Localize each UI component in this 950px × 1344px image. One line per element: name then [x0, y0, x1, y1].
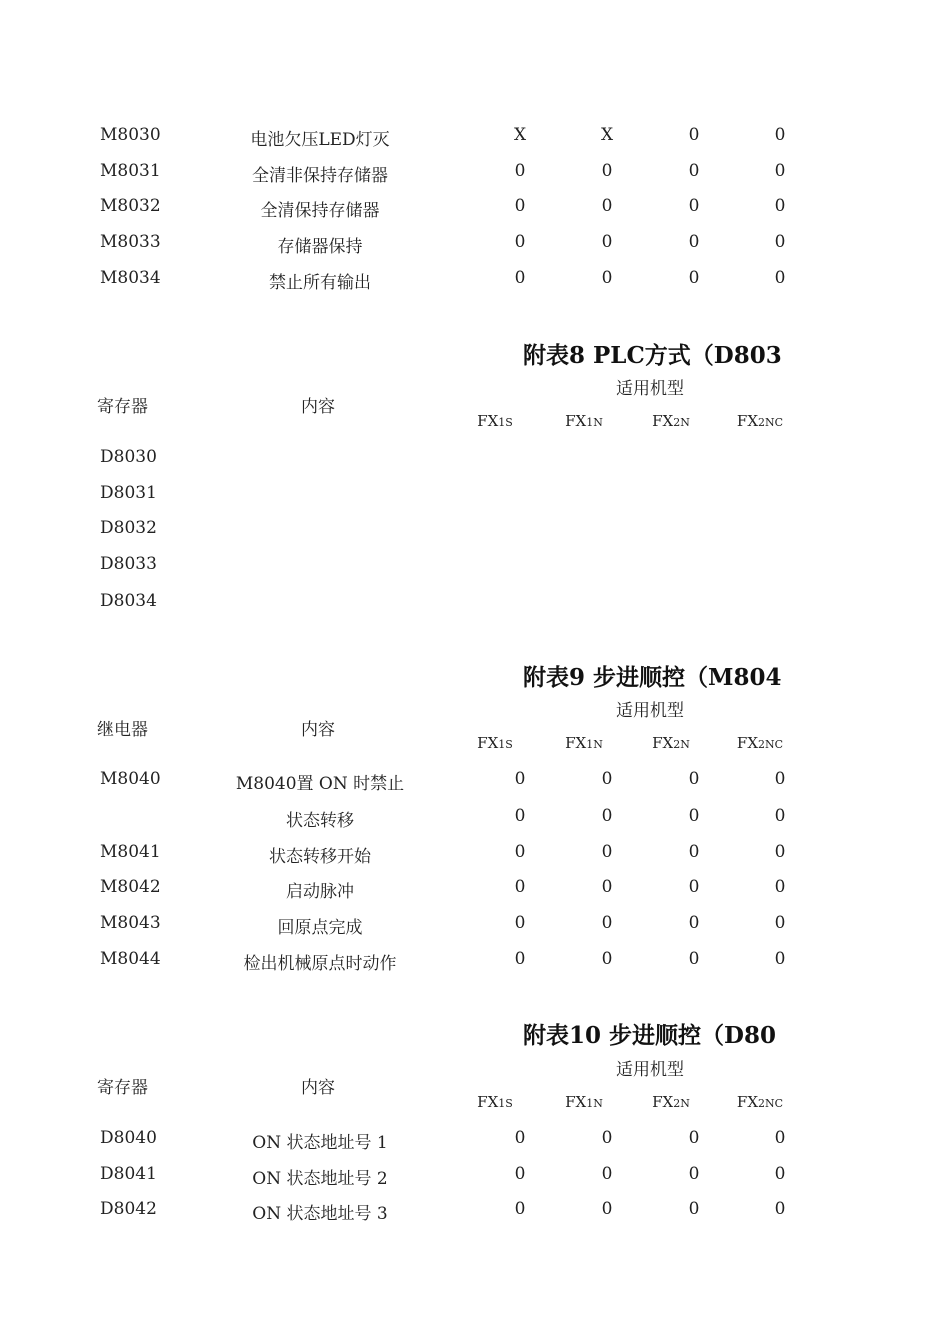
table-row: [0, 802, 950, 832]
model-fx2n: FX2N: [652, 734, 690, 752]
relay-code: M8034: [100, 268, 161, 288]
fx2n-value: 0: [688, 232, 700, 252]
relay-code: M8032: [100, 196, 161, 216]
model-fx1s: FX1S: [477, 734, 513, 752]
table-row: [0, 1160, 950, 1190]
fx2nc-value: 0: [774, 125, 786, 145]
table-8-title-box: [523, 333, 823, 373]
fx1s-value: 0: [514, 913, 526, 933]
model-fx1s: FX1S: [477, 1093, 513, 1111]
row-description: 状态转移开始: [269, 847, 371, 867]
fx2n-value: 0: [688, 877, 700, 897]
model-fx2n: FX2N: [652, 1093, 690, 1111]
fx2nc-value: 0: [774, 842, 786, 862]
table-10-title-box: [523, 1013, 823, 1053]
table-row: [0, 479, 950, 509]
fx1s-value: 0: [514, 877, 526, 897]
fx2nc-value: 0: [774, 877, 786, 897]
applicable-models-header: 适用机型: [616, 701, 684, 721]
table-9-title-box: [523, 655, 823, 695]
row-description: ON 状态地址号 2: [252, 1169, 388, 1189]
fx1s-value: 0: [514, 1164, 526, 1184]
register-code: D8033: [100, 554, 157, 574]
fx1n-value: 0: [601, 232, 613, 252]
row-description: M8040置 ON 时禁止: [235, 774, 405, 794]
fx1n-value: X: [600, 125, 614, 145]
relay-code: M8041: [100, 842, 161, 862]
table-row: [0, 264, 950, 294]
row-description: 存储器保持: [277, 237, 363, 257]
fx2nc-value: 0: [774, 1199, 786, 1219]
fx1n-value: 0: [601, 877, 613, 897]
fx2nc-value: 0: [774, 1164, 786, 1184]
fx1s-value: 0: [514, 196, 526, 216]
model-fx1n: FX1N: [565, 1093, 603, 1111]
fx2n-value: 0: [688, 949, 700, 969]
register-code: D8042: [100, 1199, 157, 1219]
register-column-header: 寄存器: [97, 397, 148, 417]
fx2n-value: 0: [688, 769, 700, 789]
fx2nc-value: 0: [774, 232, 786, 252]
row-description: 全清非保持存储器: [252, 166, 388, 186]
fx1n-value: 0: [601, 949, 613, 969]
row-description: ON 状态地址号 1: [252, 1133, 388, 1153]
table-row: [0, 1124, 950, 1154]
fx2nc-value: 0: [774, 161, 786, 181]
table-row: [0, 121, 950, 151]
table-row: [0, 873, 950, 903]
fx2n-value: 0: [688, 196, 700, 216]
row-description: 检出机械原点时动作: [243, 954, 397, 974]
relay-code: M8043: [100, 913, 161, 933]
applicable-models-header: 适用机型: [616, 1060, 684, 1080]
model-fx1s: FX1S: [477, 412, 513, 430]
content-column-header: 内容: [301, 1078, 335, 1098]
table-row: [0, 838, 950, 868]
fx2nc-value: 0: [774, 268, 786, 288]
fx1s-value: 0: [514, 1128, 526, 1148]
row-description: 状态转移: [286, 811, 354, 831]
fx2n-value: 0: [688, 1164, 700, 1184]
register-code: D8031: [100, 483, 157, 503]
fx2n-value: 0: [688, 1128, 700, 1148]
fx2n-value: 0: [688, 913, 700, 933]
table-row: [0, 192, 950, 222]
fx2nc-value: 0: [774, 769, 786, 789]
relay-code: M8033: [100, 232, 161, 252]
fx1n-value: 0: [601, 1128, 613, 1148]
applicable-models-header: 适用机型: [616, 379, 684, 399]
fx2n-value: 0: [688, 125, 700, 145]
fx1n-value: 0: [601, 769, 613, 789]
register-column-header: 寄存器: [97, 1078, 148, 1098]
fx2n-value: 0: [688, 806, 700, 826]
table-title: 附表9 步进顺控（M804: [523, 664, 782, 691]
fx1n-value: 0: [601, 196, 613, 216]
fx2nc-value: 0: [774, 913, 786, 933]
table-title: 附表8 PLC方式（D803: [523, 342, 782, 369]
model-fx1n: FX1N: [565, 734, 603, 752]
model-fx2nc: FX2NC: [736, 412, 784, 430]
table-row: [0, 587, 950, 617]
fx1s-value: 0: [514, 842, 526, 862]
fx1s-value: 0: [514, 1199, 526, 1219]
relay-code: M8030: [100, 125, 161, 145]
register-code: D8032: [100, 518, 157, 538]
row-description: 回原点完成: [277, 918, 363, 938]
content-column-header: 内容: [301, 720, 335, 740]
fx1n-value: 0: [601, 268, 613, 288]
table-row: [0, 909, 950, 939]
row-description: 电池欠压LED灯灭: [250, 130, 390, 150]
register-code: D8041: [100, 1164, 157, 1184]
fx1n-value: 0: [601, 161, 613, 181]
table-row: [0, 550, 950, 580]
row-description: 禁止所有输出: [269, 273, 371, 293]
fx1s-value: 0: [514, 161, 526, 181]
table-row: [0, 765, 950, 795]
fx2nc-value: 0: [774, 806, 786, 826]
fx1n-value: 0: [601, 842, 613, 862]
fx1s-value: 0: [514, 268, 526, 288]
relay-column-header: 继电器: [97, 720, 148, 740]
fx2n-value: 0: [688, 268, 700, 288]
register-code: D8040: [100, 1128, 157, 1148]
model-fx1n: FX1N: [565, 412, 603, 430]
table-row: [0, 228, 950, 258]
fx1n-value: 0: [601, 913, 613, 933]
table-row: [0, 1195, 950, 1225]
model-fx2nc: FX2NC: [736, 1093, 784, 1111]
model-fx2n: FX2N: [652, 412, 690, 430]
fx1s-value: 0: [514, 949, 526, 969]
table-row: [0, 514, 950, 544]
fx1n-value: 0: [601, 1199, 613, 1219]
fx2nc-value: 0: [774, 949, 786, 969]
fx1n-value: 0: [601, 1164, 613, 1184]
relay-code: M8044: [100, 949, 161, 969]
row-description: 启动脉冲: [286, 882, 354, 902]
table-title: 附表10 步进顺控（D80: [523, 1022, 776, 1049]
fx1s-value: 0: [514, 769, 526, 789]
table-row: [0, 945, 950, 975]
fx1n-value: 0: [601, 806, 613, 826]
fx1s-value: 0: [514, 232, 526, 252]
table-row: [0, 157, 950, 187]
fx2nc-value: 0: [774, 1128, 786, 1148]
model-fx2nc: FX2NC: [736, 734, 784, 752]
table-row: [0, 443, 950, 473]
fx2n-value: 0: [688, 1199, 700, 1219]
relay-code: M8040: [100, 769, 161, 789]
content-column-header: 内容: [301, 397, 335, 417]
register-code: D8030: [100, 447, 157, 467]
fx2n-value: 0: [688, 161, 700, 181]
register-code: D8034: [100, 591, 157, 611]
fx2nc-value: 0: [774, 196, 786, 216]
fx1s-value: X: [513, 125, 527, 145]
row-description: 全清保持存储器: [260, 201, 380, 221]
relay-code: M8031: [100, 161, 161, 181]
fx1s-value: 0: [514, 806, 526, 826]
row-description: ON 状态地址号 3: [252, 1204, 388, 1224]
fx2n-value: 0: [688, 842, 700, 862]
relay-code: M8042: [100, 877, 161, 897]
